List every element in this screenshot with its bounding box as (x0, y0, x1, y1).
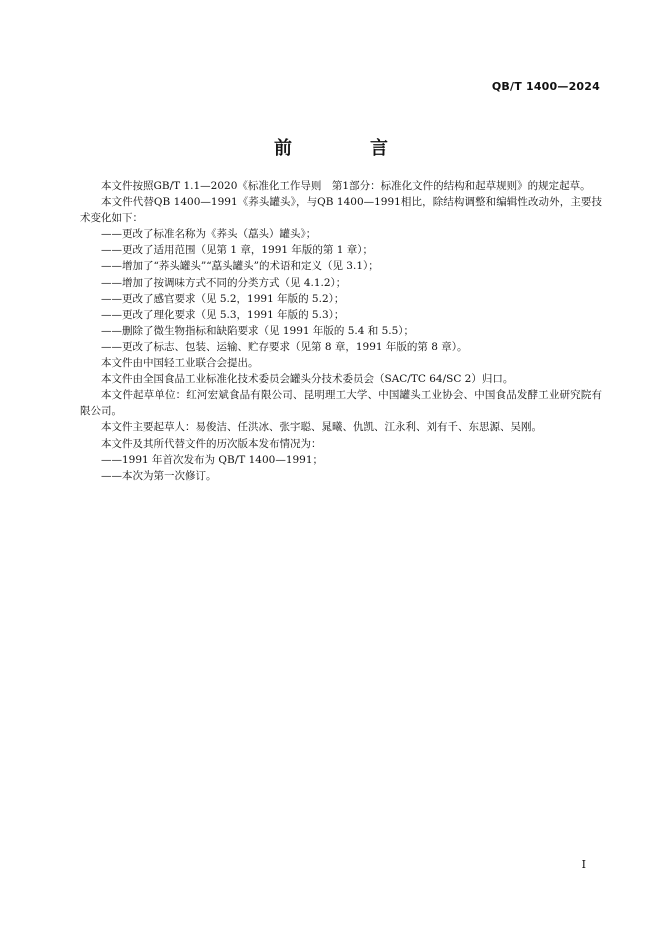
page-title: 前 言 (274, 138, 418, 159)
statement-drafters: 本文件主要起草人：易俊洁、任洪冰、张宇聪、晁曦、仇凯、江永利、刘有千、东思源、吴刚。 (101, 421, 542, 434)
page-number: I (581, 858, 586, 871)
change-item: ——增加了按调味方式不同的分类方式（见 4.1.2）； (101, 276, 347, 289)
statement-drafting-units: 本文件起草单位：红河宏斌食品有限公司、昆明理工大学、中国罐头工业协会、中国食品发酵工业研究院有限公司。 (80, 389, 602, 418)
history-item: ——1991 年首次发布为 QB/T 1400—1991； (101, 453, 324, 466)
statement-history-intro: 本文件及其所代替文件的历次版本发布情况为： (101, 437, 322, 450)
change-item: ——增加了“荞头罐头”“藠头罐头”的术语和定义（见 3.1）； (101, 260, 379, 273)
change-item: ——更改了感官要求（见 5.2，1991 年版的 5.2）； (101, 292, 345, 305)
change-item: ——更改了标志、包装、运输、贮存要求（见第 8 章，1991 年版的第 8 章）。 (101, 340, 468, 353)
statement-proposer: 本文件由中国轻工业联合会提出。 (101, 357, 259, 370)
change-item: ——更改了理化要求（见 5.3，1991 年版的 5.3）； (101, 308, 345, 321)
change-item: ——删除了微生物指标和缺陷要求（见 1991 年版的 5.4 和 5.5）； (101, 324, 415, 337)
paragraph-drafting-rules: 本文件按照GB/T 1.1—2020《标准化工作导则 第1部分：标准化文件的结构和起草规则》的规定起草。 (101, 180, 591, 192)
change-item: ——更改了标准名称为《荞头（藠头）罐头》； (101, 228, 317, 241)
header-standard-code: QB/T 1400—2024 (491, 80, 600, 93)
paragraph-replacement: 本文件代替QB 1400—1991《荞头罐头》，与QB 1400—1991相比，除结构调整和编辑性改动外，主要技术变化如下： (80, 196, 602, 225)
foreword-body (80, 178, 602, 484)
change-item: ——更改了适用范围（见第 1 章，1991 年版的第 1 章）； (101, 244, 374, 257)
statement-committee: 本文件由全国食品工业标准化技术委员会罐头分技术委员会（SAC/TC 64/SC 2）归口。 (101, 373, 514, 386)
history-item: ——本次为第一次修订。 (101, 469, 217, 482)
